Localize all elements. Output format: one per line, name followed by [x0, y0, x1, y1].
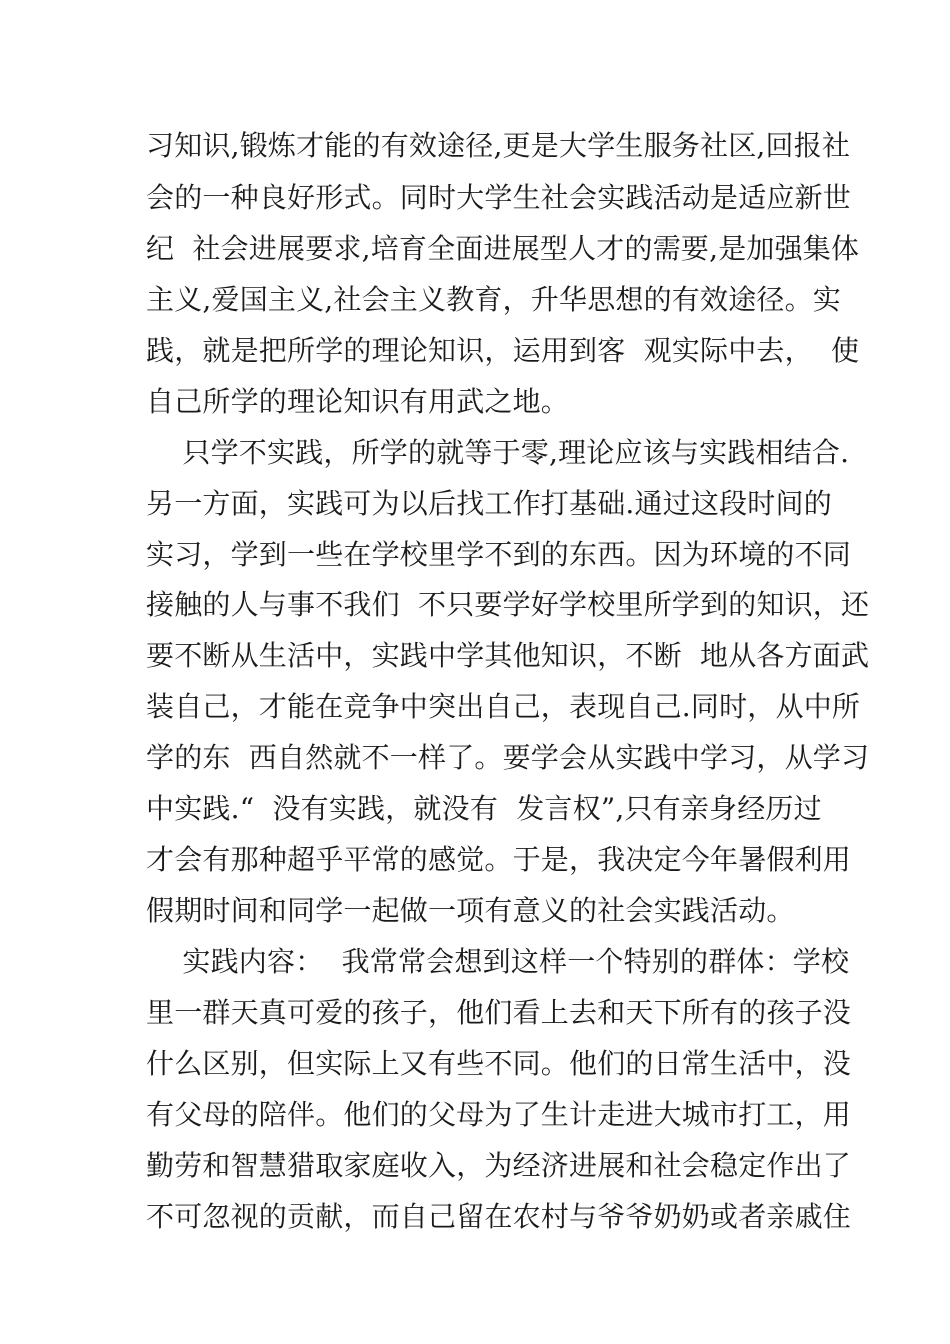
- text-line: 主义,爱国主义,社会主义教育，升华思想的有效途径。实: [146, 283, 842, 316]
- text-line: 要不断从生活中，实践中学其他知识，不断 地从各方面武: [146, 639, 870, 672]
- text-line: 里一群天真可爱的孩子，他们看上去和天下所有的孩子没: [146, 996, 852, 1029]
- text-line: 不可忽视的贡献，而自己留在农村与爷爷奶奶或者亲戚住: [146, 1200, 852, 1233]
- text-line: 学的东 西自然就不一样了。要学会从实践中学习，从学习: [146, 741, 870, 774]
- text-line: 习知识,锻炼才能的有效途径,更是大学生服务社区,回报社: [146, 129, 851, 162]
- text-line: 会的一种良好形式。同时大学生社会实践活动是适应新世: [146, 181, 852, 214]
- text-line: 实习，学到一些在学校里学不到的东西。因为环境的不同: [146, 538, 852, 571]
- text-line: 有父母的陪伴。他们的父母为了生计走进大城市打工，用: [146, 1098, 852, 1131]
- text-line: 自己所学的理论知识有用武之地。: [146, 385, 570, 418]
- text-line: 装自己，才能在竞争中突出自己，表现自己.同时，从中所: [146, 690, 861, 723]
- text-line: 中实践.“ 没有实践，就没有 发言权”,只有亲身经历过: [146, 792, 822, 825]
- text-line: 践，就是把所学的理论知识，运用到客 观实际中去， 使: [146, 334, 860, 367]
- text-line: 纪 社会进展要求,培育全面进展型人才的需要,是加强集体: [146, 232, 860, 265]
- text-line: 只学不实践，所学的就等于零,理论应该与实践相结合.: [146, 436, 850, 469]
- text-line: 什么区别，但实际上又有些不同。他们的日常生活中，没: [146, 1047, 852, 1080]
- text-line: 实践内容： 我常常会想到这样一个特别的群体：学校: [146, 945, 850, 978]
- text-line: 才会有那种超乎平常的感觉。于是，我决定今年暑假利用: [146, 843, 852, 876]
- text-line: 假期时间和同学一起做一项有意义的社会实践活动。: [146, 894, 795, 927]
- text-line: 另一方面，实践可为以后找工作打基础.通过这段时间的: [146, 487, 832, 520]
- text-line: 接触的人与事不我们 不只要学好学校里所学到的知识，还: [146, 588, 870, 621]
- text-line: 勤劳和智慧猎取家庭收入，为经济进展和社会稳定作出了: [146, 1149, 852, 1182]
